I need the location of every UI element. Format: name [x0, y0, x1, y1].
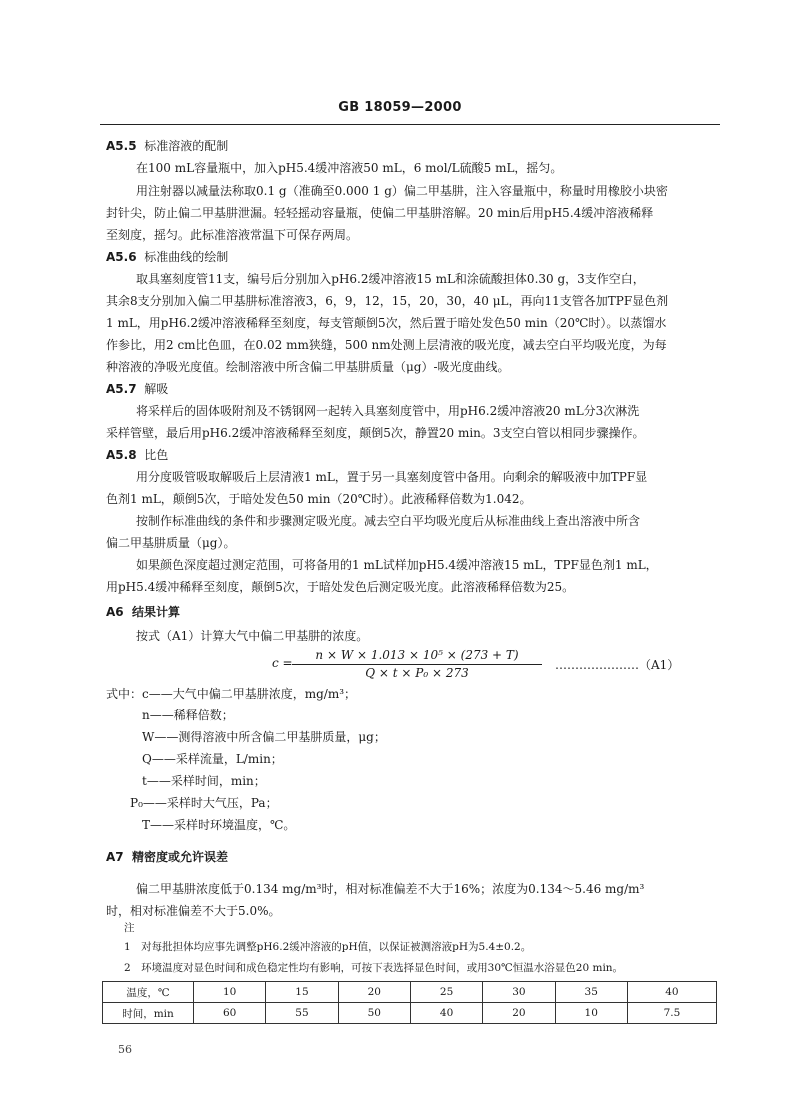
- variable-definition: W——测得溶液中所含偏二甲基肼质量，μg；: [142, 730, 386, 744]
- paragraph-line: 取具塞刻度管11支，编号后分别加入pH6.2缓冲溶液15 mL和涂硫酸担体0.30 g，3支作空白，: [136, 272, 645, 286]
- section-number: A6: [106, 605, 124, 619]
- paragraph-line: 偏二甲基肼浓度低于0.134 mg/m³时，相对标准偏差不大于16%；浓度为0.134～5.46 mg/m³: [136, 882, 645, 896]
- table-cell: 35: [555, 982, 627, 1003]
- section-a6-heading: [106, 603, 180, 620]
- variable-definition: P₀——采样时大气压，Pa；: [130, 796, 278, 810]
- section-a7-heading: [106, 848, 228, 865]
- page-header: GB 18059—2000: [338, 100, 462, 115]
- paragraph-line: 在100 mL容量瓶中，加入pH5.4缓冲溶液50 mL，6 mol/L硫酸5 mL，摇匀。: [136, 161, 563, 175]
- temperature-time-table: [102, 981, 717, 1024]
- table-cell: 40: [627, 982, 716, 1003]
- paragraph-line: 将采样后的固体吸附剂及不锈钢网一起转入具塞刻度管中，用pH6.2缓冲溶液20 mL分3次淋洗: [136, 404, 640, 418]
- paragraph-line: 用pH5.4缓冲稀释至刻度，颠倒5次，于暗处发色后测定吸光度。此溶液稀释倍数为25。: [106, 580, 575, 594]
- paragraph-line: 至刻度，摇匀。此标准溶液常温下可保存两周。: [106, 228, 359, 242]
- section-title: 精密度或允许误差: [132, 850, 229, 864]
- note-item: 2 环境温度对显色时间和成色稳定性均有影响，可按下表选择显色时间，或用30℃恒温水浴显色20 min。: [124, 962, 624, 974]
- table-cell: 15: [266, 982, 338, 1003]
- section-number: A5.5: [106, 139, 137, 153]
- paragraph-line: 按制作标准曲线的条件和步骤测定吸光度。减去空白平均吸光度后从标准曲线上查出溶液中所含: [136, 514, 641, 528]
- variable-definition: Q——采样流量，L/min；: [142, 752, 283, 766]
- section-a5-7-heading: [106, 379, 168, 399]
- section-title: 标准溶液的配制: [144, 139, 229, 153]
- section-a5-6-heading: [106, 247, 228, 267]
- table-cell: 50: [338, 1003, 410, 1024]
- table-cell: 60: [194, 1003, 266, 1024]
- paragraph-line: 偏二甲基肼质量（μg）。: [106, 536, 236, 550]
- table-cell: 7.5: [627, 1003, 716, 1024]
- paragraph-line: 用注射器以减量法称取0.1 g（准确至0.000 1 g）偏二甲基肼，注入容量瓶中，称量时用橡胶小块密: [136, 184, 668, 198]
- table-cell: 10: [555, 1003, 627, 1024]
- section-a5-8-heading: [106, 445, 168, 465]
- table-cell: 55: [266, 1003, 338, 1024]
- table-cell: 20: [483, 1003, 555, 1024]
- equation-fraction: [292, 648, 542, 680]
- table-row: [103, 982, 717, 1003]
- equation-number: …………………（A1）: [555, 658, 680, 672]
- variable-definition: t——采样时间，min；: [142, 774, 266, 788]
- section-a5-5-heading: [106, 136, 228, 156]
- paragraph-line: 如果颜色深度超过测定范围，可将备用的1 mL试样加pH5.4缓冲溶液15 mL，TPF显色剂1 mL，: [136, 558, 658, 572]
- paragraph-line: 作参比，用2 cm比色皿，在0.02 mm狭缝，500 nm处测上层清液的吸光度，减去空白平均吸光度，为每: [106, 338, 667, 352]
- where-label: 式中：: [106, 687, 143, 701]
- table-row-header: 时间，min: [103, 1003, 194, 1024]
- equation-numerator: n × W × 1.013 × 10⁵ × (273 + T): [292, 648, 542, 665]
- paragraph-line: 1 mL，用pH6.2缓冲溶液稀释至刻度，每支管颠倒5次，然后置于暗处发色50 min（20℃时）。以蒸馏水: [106, 316, 667, 330]
- section-title: 比色: [144, 448, 169, 462]
- equation-lhs: c =: [272, 656, 293, 670]
- paragraph-line: 按式（A1）计算大气中偏二甲基肼的浓度。: [136, 629, 369, 643]
- table-cell: 30: [483, 982, 555, 1003]
- section-number: A7: [106, 850, 124, 864]
- section-number: A5.6: [106, 250, 137, 264]
- variable-definition: T——采样时环境温度，℃。: [142, 818, 296, 832]
- section-number: A5.7: [106, 382, 137, 396]
- table-cell: 20: [338, 982, 410, 1003]
- table-cell: 40: [410, 1003, 482, 1024]
- paragraph-line: 时，相对标准偏差不大于5.0%。: [106, 904, 281, 918]
- equation-denominator: Q × t × P₀ × 273: [365, 666, 469, 680]
- section-title: 解吸: [144, 382, 169, 396]
- table-row-header: 温度，℃: [103, 982, 194, 1003]
- paragraph-line: 采样管壁，最后用pH6.2缓冲溶液稀释至刻度，颠倒5次，静置20 min。3支空白管以相同步骤操作。: [106, 426, 645, 440]
- table-cell: 10: [194, 982, 266, 1003]
- paragraph-line: 用分度吸管吸取解吸后上层清液1 mL，置于另一具塞刻度管中备用。向剩余的解吸液中加TPF显: [136, 470, 648, 484]
- table-row: [103, 1003, 717, 1024]
- paragraph-line: 种溶液的净吸光度值。绘制溶液中所含偏二甲基肼质量（μg）-吸光度曲线。: [106, 360, 510, 374]
- variable-definition: c——大气中偏二甲基肼浓度，mg/m³；: [142, 687, 357, 701]
- variable-definition: n——稀释倍数；: [142, 708, 234, 722]
- section-number: A5.8: [106, 448, 137, 462]
- paragraph-line: 色剂1 mL，颠倒5次，于暗处发色50 min（20℃时）。此液稀释倍数为1.042。: [106, 492, 532, 506]
- table-cell: 25: [410, 982, 482, 1003]
- paragraph-line: 封针尖，防止偏二甲基肼泄漏。轻轻摇动容量瓶，使偏二甲基肼溶解。20 min后用pH5.4缓冲溶液稀释: [106, 206, 654, 220]
- note-item: 1 对每批担体均应事先调整pH6.2缓冲溶液的pH值，以保证被测溶液pH为5.4±0.2。: [124, 941, 532, 953]
- header-rule: [100, 124, 720, 125]
- section-title: 结果计算: [132, 605, 181, 619]
- note-label: 注: [124, 922, 135, 934]
- section-title: 标准曲线的绘制: [144, 250, 229, 264]
- page-number: 56: [118, 1043, 132, 1056]
- paragraph-line: 其余8支分别加入偏二甲基肼标准溶液3，6，9，12，15，20，30，40 μL，再向11支管各加TPF显色剂: [106, 294, 669, 308]
